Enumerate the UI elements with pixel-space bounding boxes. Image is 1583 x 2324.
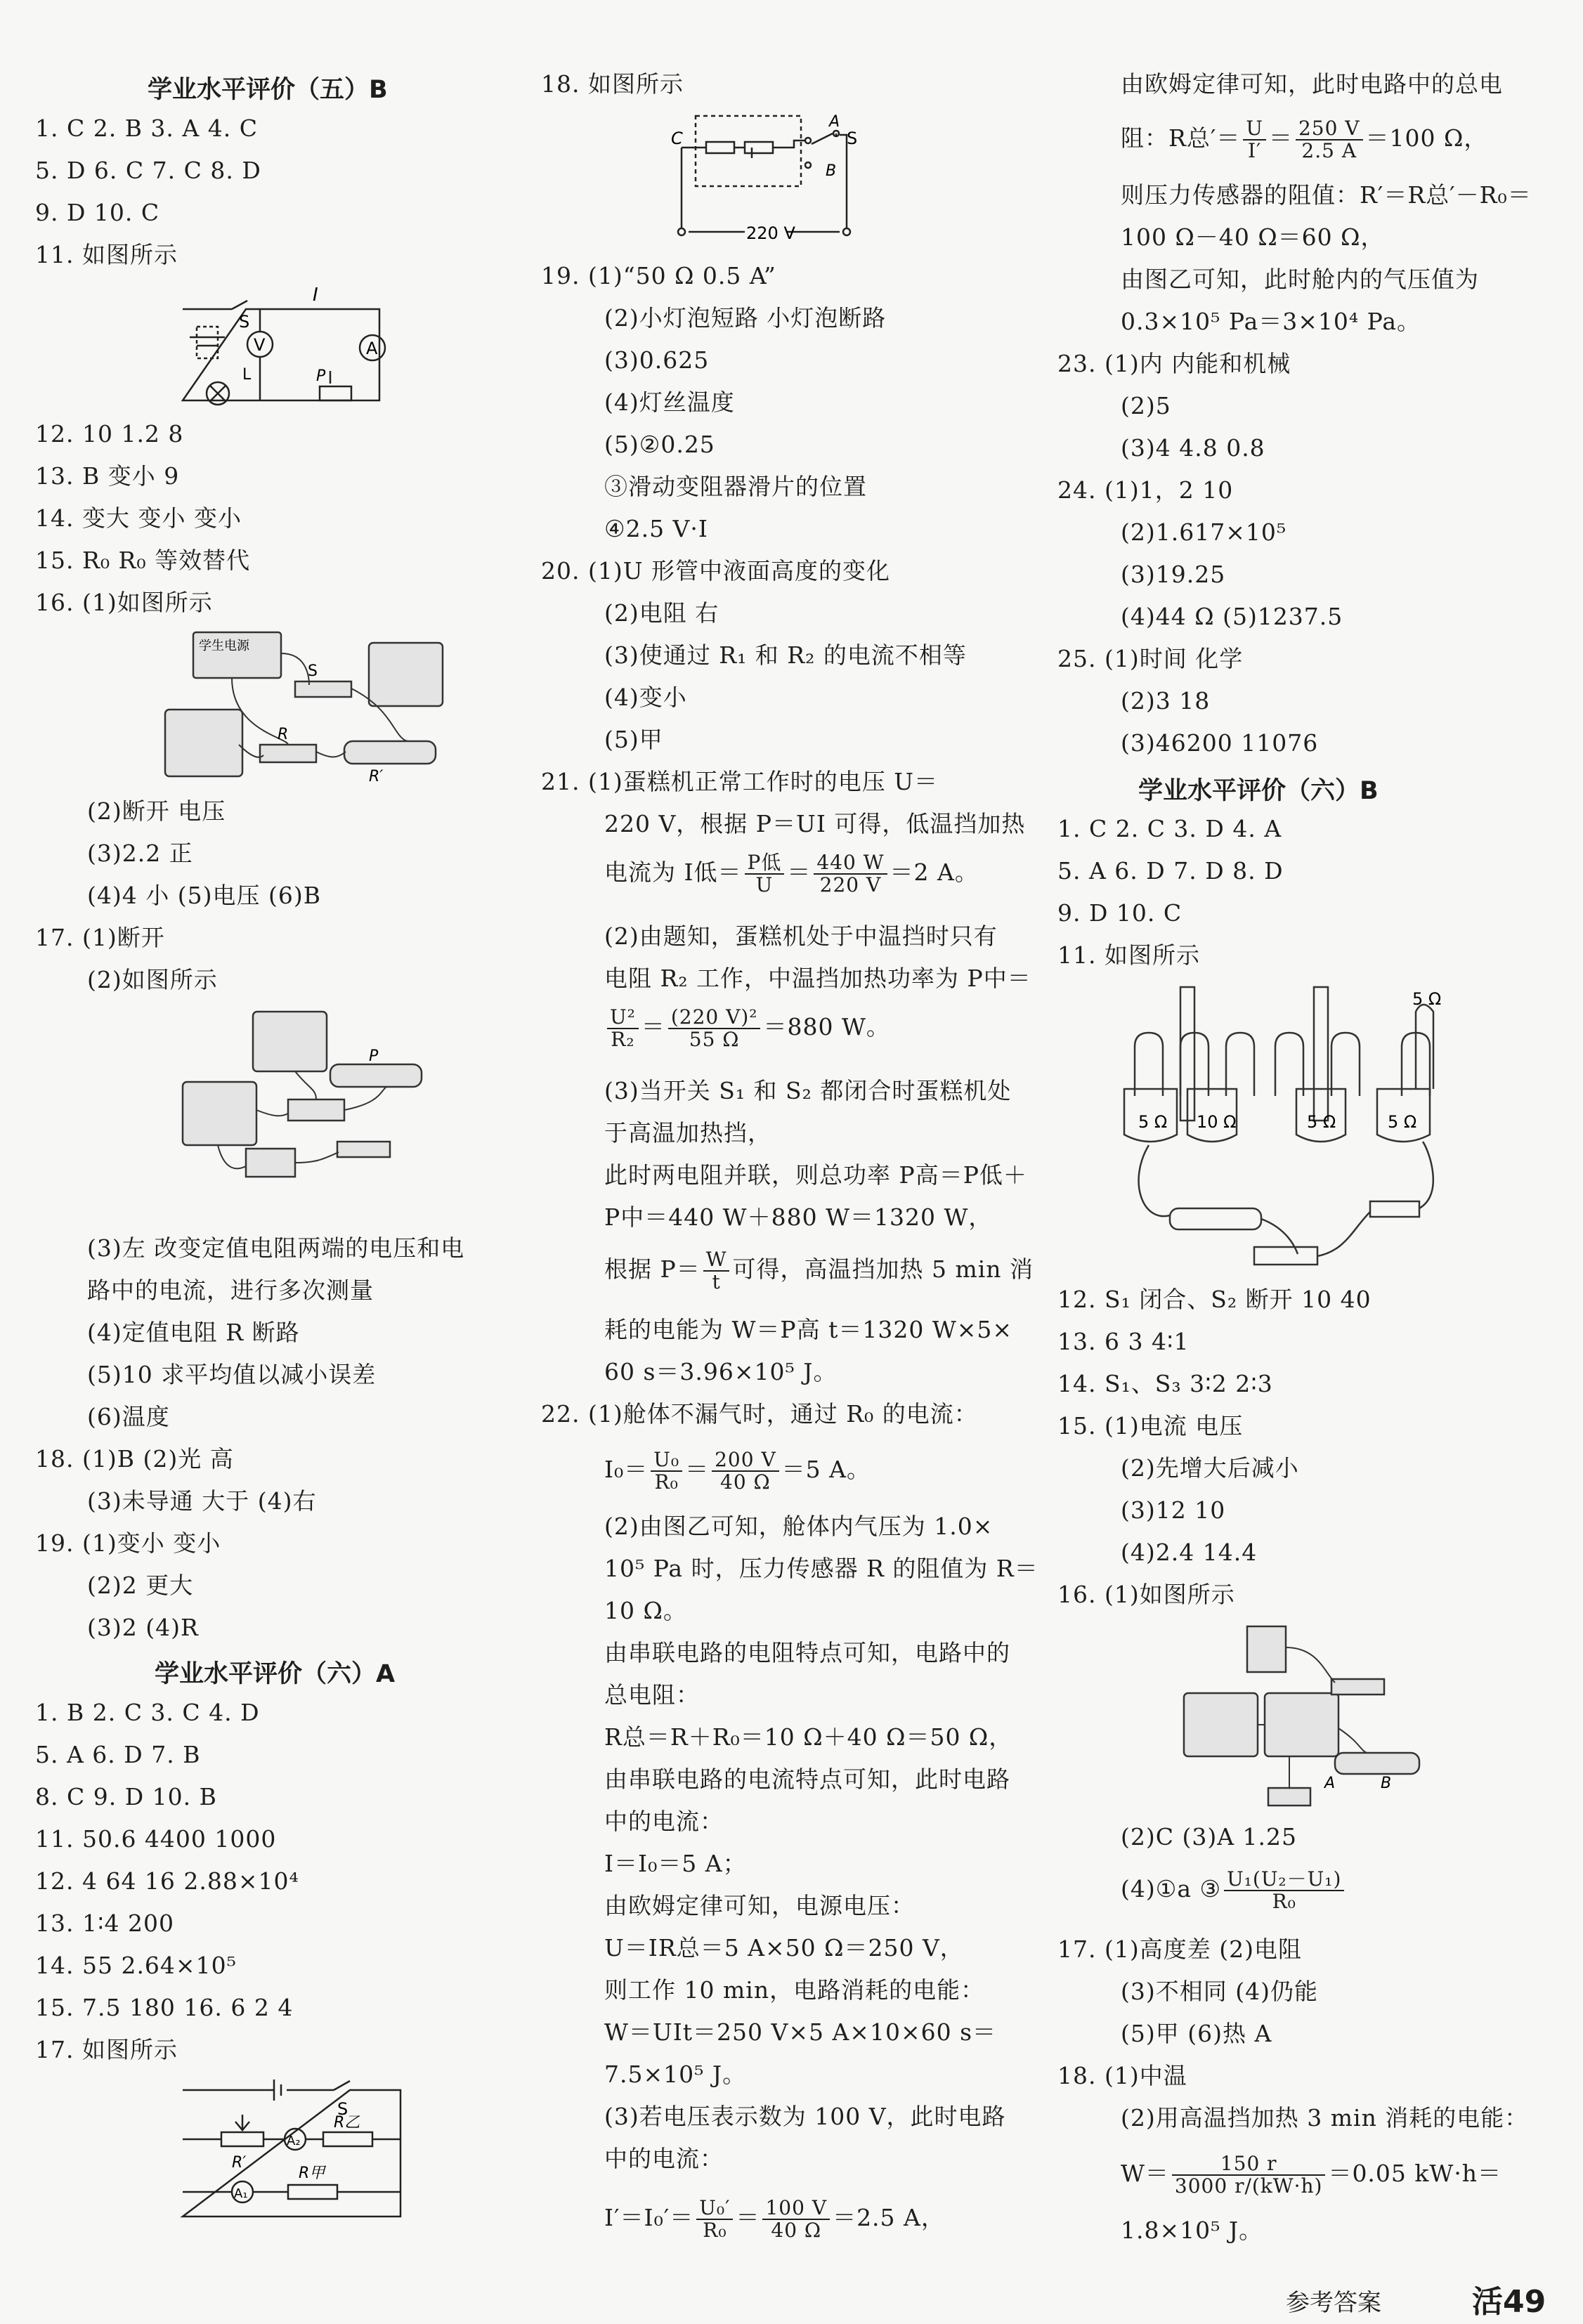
answer-line: 11. 50.6 4400 1000 xyxy=(35,1825,277,1853)
answer-line: 11. 如图所示 xyxy=(1057,941,1200,969)
answer-line: 17. (1)高度差 (2)电阻 xyxy=(1057,1935,1302,1963)
answer-line: 18. (1)B (2)光 高 xyxy=(35,1445,234,1473)
fraction: $\frac{150 r}{3000 r/(kW\cdot h)}$ xyxy=(1172,2153,1326,2197)
answer-line: 14. 变大 变小 变小 xyxy=(35,504,242,532)
answer-line: (3)当开关 S₁ 和 S₂ 都闭合时蛋糕机处 xyxy=(604,1077,1012,1104)
label-s: S xyxy=(847,129,858,148)
answer-line: (5)10 求平均值以减小误差 xyxy=(87,1361,377,1388)
circuit-diagram-17 xyxy=(169,2072,429,2234)
resistor-label: 5 Ω xyxy=(1307,1112,1336,1132)
voltmeter-icon: V xyxy=(254,335,266,355)
answer-line: (2)由题知，蛋糕机处于中温挡时只有 xyxy=(604,922,998,950)
answer-line: (3)不相同 (4)仍能 xyxy=(1121,1978,1318,2005)
answer-line: W＝UIt＝250 V×5 A×10×60 s＝ xyxy=(604,2018,997,2046)
fraction: $\frac{\text{U₀}}{\text{R₀}}$ xyxy=(651,1449,682,1493)
answer-line: 由串联电路的电阻特点可知，电路中的 xyxy=(604,1639,1010,1666)
answer-line: 13. 1∶4 200 xyxy=(35,1910,175,1937)
answer-line: (4)2.4 14.4 xyxy=(1121,1539,1258,1566)
power-supply-label: 学生电源 xyxy=(199,639,249,653)
answer-line: 此时两电阻并联，则总功率 P高＝P低＋ xyxy=(604,1161,1027,1189)
answer-line: 由欧姆定律可知，此时电路中的总电 xyxy=(1121,70,1503,98)
answer-line: 220 V，根据 P＝UI 可得，低温挡加热 xyxy=(604,810,1026,837)
answer-line: R总＝R＋R₀＝10 Ω＋40 Ω＝50 Ω， xyxy=(604,1723,1013,1751)
answer-line: 总电阻： xyxy=(604,1681,700,1709)
answer-line: 中的电流： xyxy=(604,2145,724,2172)
answer-line: (3)4 4.8 0.8 xyxy=(1121,434,1265,462)
formula-line: W＝ $\frac{150 r}{3000 r/(kW\cdot h)}$ ＝0.05 kW·h＝ xyxy=(1121,2152,1502,2198)
formula-line: I₀＝ $\frac{\text{U₀}}{\text{R₀}}$ ＝ $\frac{200 V}{40 \Omega}$ ＝5 A。 xyxy=(604,1448,871,1494)
answer-line: 电阻 R₂ 工作，中温挡加热功率为 P中＝ xyxy=(604,965,1031,992)
answer-line: 中的电流： xyxy=(604,1808,724,1835)
answer-line: 15. (1)电流 电压 xyxy=(1057,1412,1244,1440)
ammeter-icon: A xyxy=(366,339,378,358)
answer-line: 18. (1)中温 xyxy=(1057,2062,1187,2089)
answer-line: (5)②0.25 xyxy=(604,431,715,458)
answer-line: (2)小灯泡短路 小灯泡断路 xyxy=(604,304,887,332)
answer-line: (2)如图所示 xyxy=(87,966,218,993)
fraction: $\frac{W}{t}$ xyxy=(703,1249,730,1293)
circuit-photo-16 xyxy=(126,625,457,787)
resistor-label: 5 Ω xyxy=(1412,989,1442,1009)
section-heading-5b: 学业水平评价（五）B xyxy=(148,76,388,104)
label-s: S xyxy=(308,662,318,680)
answer-line: (3)46200 11076 xyxy=(1121,729,1319,757)
answer-line: 1.8×10⁵ J。 xyxy=(1121,2217,1263,2244)
answer-line: 7.5×10⁵ J。 xyxy=(604,2061,747,2088)
answer-line: 路中的电流，进行多次测量 xyxy=(87,1277,374,1304)
answer-line: 9. D 10. C xyxy=(1057,899,1183,927)
formula-line: 阻：R总′＝ $\frac{U}{I'}$ ＝ $\frac{250 V}{2.5 A}$ ＝100 Ω， xyxy=(1121,117,1488,162)
answer-line: 14. S₁、S₃ 3∶2 2∶3 xyxy=(1057,1370,1273,1397)
label-a: A xyxy=(1324,1775,1336,1792)
answer-line: P中＝440 W＋880 W＝1320 W， xyxy=(604,1203,993,1231)
answer-line: 由图乙可知，此时舱内的气压值为 xyxy=(1121,266,1479,293)
label-a: A xyxy=(829,113,840,131)
answer-line: 14. 55 2.64×10⁵ xyxy=(35,1952,237,1979)
answer-line: 耗的电能为 W＝P高 t＝1320 W×5× xyxy=(604,1316,1013,1343)
answer-line: 13. B 变小 9 xyxy=(35,462,180,490)
answer-line: 由欧姆定律可知，电源电压： xyxy=(604,1892,915,1919)
label-l: L xyxy=(242,366,252,384)
page-number: 活49 xyxy=(1472,2284,1546,2320)
footer-label: 参考答案 xyxy=(1286,2289,1381,2317)
answer-line: 10⁵ Pa 时，压力传感器 R 的阻值为 R＝ xyxy=(604,1555,1038,1582)
answer-line: (3)0.625 xyxy=(604,346,710,374)
answer-line: 5. A 6. D 7. B xyxy=(35,1741,201,1768)
answer-line: 16. (1)如图所示 xyxy=(35,589,213,616)
answer-line: 22. (1)舱体不漏气时，通过 R₀ 的电流： xyxy=(541,1400,978,1428)
formula-line: (4)①a ③ $\frac{\text{U₁(U₂－U₁)}}{\text{R₀}}$ xyxy=(1121,1869,1347,1912)
answer-line: 24. (1)1，2 10 xyxy=(1057,476,1234,504)
answer-line: 17. 如图所示 xyxy=(35,2036,178,2063)
ammeter-a2-icon: A₂ xyxy=(287,2134,301,2148)
circuit-diagram-18 xyxy=(667,105,878,253)
answer-line: ④2.5 V·I xyxy=(604,515,708,542)
answer-line: 1. B 2. C 3. C 4. D xyxy=(35,1699,260,1726)
fraction: $\frac{\text{U₁(U₂－U₁)}}{\text{R₀}}$ xyxy=(1224,1869,1344,1912)
answer-line: 19. (1)变小 变小 xyxy=(35,1529,221,1557)
label-s: S xyxy=(239,312,250,332)
answer-line: 16. (1)如图所示 xyxy=(1057,1581,1235,1608)
resistor-label: 5 Ω xyxy=(1388,1112,1417,1132)
answer-line: 20. (1)U 形管中液面高度的变化 xyxy=(541,557,891,585)
answer-line: 由串联电路的电流特点可知，此时电路 xyxy=(604,1765,1010,1793)
answer-line: (3)12 10 xyxy=(1121,1496,1226,1524)
answer-line: 15. 7.5 180 16. 6 2 4 xyxy=(35,1994,294,2021)
answer-line: (4)变小 xyxy=(604,684,687,711)
label-r-yi: R乙 xyxy=(334,2114,360,2132)
label-220v: 220 V xyxy=(746,223,795,243)
circuit-photo-17 xyxy=(155,1005,450,1180)
answer-line: 12. 10 1.2 8 xyxy=(35,420,184,448)
circuit-diagram-11 xyxy=(169,281,408,411)
answer-line: (6)温度 xyxy=(87,1403,170,1430)
answer-line: 则工作 10 min，电路消耗的电能： xyxy=(604,1976,985,2004)
fraction: $\frac{250 V}{2.5 A}$ xyxy=(1296,118,1363,162)
label-i: I xyxy=(313,285,318,306)
apparatus-diagram-11 xyxy=(1114,984,1521,1279)
fraction: $\frac{\text{U²}}{\text{R₂}}$ xyxy=(607,1007,639,1050)
answer-line: (4)灯丝温度 xyxy=(604,389,735,416)
fraction: $\frac{100 V}{40 \Omega}$ xyxy=(762,2198,830,2241)
answer-line: (5)甲 (6)热 A xyxy=(1121,2020,1272,2047)
label-p: P xyxy=(369,1047,379,1065)
answer-line: 5. A 6. D 7. D 8. D xyxy=(1057,857,1284,884)
answer-line: (2)5 xyxy=(1121,392,1171,419)
label-r-prime: R′ xyxy=(369,768,384,785)
section-heading-6b: 学业水平评价（六）B xyxy=(1138,777,1379,805)
answer-line: (3)未导通 大于 (4)右 xyxy=(87,1487,317,1515)
answer-line: 11. 如图所示 xyxy=(35,241,178,268)
formula-line: I′＝I₀′＝ $\frac{\text{U₀′}}{\text{R₀}}$ ＝ $\frac{100 V}{40 \Omega}$ ＝2.5 A， xyxy=(604,2196,945,2242)
answer-line: (5)甲 xyxy=(604,726,663,753)
answer-line: (4)定值电阻 R 断路 xyxy=(87,1319,300,1346)
answer-line: 0.3×10⁵ Pa＝3×10⁴ Pa。 xyxy=(1121,308,1421,335)
answer-line: 18. 如图所示 xyxy=(541,70,684,98)
label-r-prime: R′ xyxy=(232,2154,247,2172)
answer-line: (3)2.2 正 xyxy=(87,840,193,867)
answer-line: (3)使通过 R₁ 和 R₂ 的电流不相等 xyxy=(604,641,967,669)
answer-line: I＝I₀＝5 A； xyxy=(604,1850,747,1877)
answer-line: 12. 4 64 16 2.88×10⁴ xyxy=(35,1867,299,1895)
answer-line: 21. (1)蛋糕机正常工作时的电压 U＝ xyxy=(541,768,939,795)
answer-line: (2)C (3)A 1.25 xyxy=(1121,1823,1298,1850)
fraction: $\frac{440 W}{220 V}$ xyxy=(814,852,887,896)
answer-line: (4)4 小 (5)电压 (6)B xyxy=(87,882,321,909)
label-r-jia: R甲 xyxy=(299,2165,325,2182)
answer-line: 1. C 2. B 3. A 4. C xyxy=(35,115,258,142)
answer-line: (2)由图乙可知，舱体内气压为 1.0× xyxy=(604,1513,994,1540)
answer-line: 25. (1)时间 化学 xyxy=(1057,645,1244,672)
ammeter-a1-icon: A₁ xyxy=(234,2186,248,2201)
fraction: $\frac{200 V}{40 \Omega}$ xyxy=(712,1449,779,1493)
formula-line: 电流为 I低＝ $\frac{\text{P低}}{U}$ ＝ $\frac{440 W}{220 V}$ ＝2 A。 xyxy=(604,851,979,896)
answer-line: (2)断开 电压 xyxy=(87,797,226,825)
formula-line: $\frac{\text{U²}}{\text{R₂}}$ ＝ $\frac{\text{(220 V)²}}{55 \Omega}$ ＝880 W。 xyxy=(604,1007,890,1050)
label-r: R xyxy=(278,726,289,743)
answer-line: (3)左 改变定值电阻两端的电压和电 xyxy=(87,1234,465,1262)
answer-line: 10 Ω。 xyxy=(604,1597,687,1624)
answer-line: 8. C 9. D 10. B xyxy=(35,1783,217,1810)
fraction: $\frac{\text{U₀′}}{\text{R₀}}$ xyxy=(696,2198,733,2241)
answer-line: 5. D 6. C 7. C 8. D xyxy=(35,157,261,184)
answer-line: (2)电阻 右 xyxy=(604,599,719,627)
answer-line: 则压力传感器的阻值：R′＝R总′－R₀＝ xyxy=(1121,181,1532,209)
answer-line: (2)2 更大 xyxy=(87,1572,194,1599)
answer-line: 于高温加热挡， xyxy=(604,1119,771,1147)
fraction: $\frac{U}{I'}$ xyxy=(1243,118,1266,162)
label-c: C xyxy=(671,129,683,148)
label-s: S xyxy=(337,2099,348,2119)
answer-line: 1. C 2. C 3. D 4. A xyxy=(1057,815,1282,842)
resistor-label: 5 Ω xyxy=(1138,1112,1168,1132)
fraction: $\frac{\text{(220 V)²}}{55 \Omega}$ xyxy=(668,1007,761,1050)
answer-line: 13. 6 3 4∶1 xyxy=(1057,1328,1190,1355)
answer-line: (2)3 18 xyxy=(1121,687,1211,714)
label-b: B xyxy=(826,162,837,180)
section-heading-6a: 学业水平评价（六）A xyxy=(155,1660,396,1688)
answer-line: (3)2 (4)R xyxy=(87,1614,199,1641)
answer-line: (2)1.617×10⁵ xyxy=(1121,518,1287,546)
formula-line: 根据 P＝ $\frac{W}{t}$ 可得，高温挡加热 5 min 消 xyxy=(604,1248,1034,1293)
answer-line: 15. R₀ R₀ 等效替代 xyxy=(35,547,251,574)
answer-line: 60 s＝3.96×10⁵ J。 xyxy=(604,1358,838,1385)
answer-line: 23. (1)内 内能和机械 xyxy=(1057,350,1291,377)
answer-line: (2)先增大后减小 xyxy=(1121,1454,1299,1482)
answer-line: 19. (1)“50 Ω 0.5 A” xyxy=(541,262,776,289)
answer-line: 17. (1)断开 xyxy=(35,924,165,951)
circuit-photo-16 xyxy=(1177,1616,1430,1813)
answer-line: 9. D 10. C xyxy=(35,199,160,226)
answer-line: (2)用高温挡加热 3 min 消耗的电能： xyxy=(1121,2104,1529,2132)
label-p: P xyxy=(316,367,326,385)
fraction: $\frac{\text{P低}}{U}$ xyxy=(745,852,785,896)
answer-line: (4)44 Ω (5)1237.5 xyxy=(1121,603,1343,630)
answer-line: 100 Ω－40 Ω＝60 Ω， xyxy=(1121,223,1385,251)
resistor-label: 10 Ω xyxy=(1197,1112,1237,1132)
answer-line: (3)若电压表示数为 100 V，此时电路 xyxy=(604,2103,1006,2130)
label-b: B xyxy=(1381,1775,1392,1792)
answer-line: U＝IR总＝5 A×50 Ω＝250 V， xyxy=(604,1934,964,1961)
answer-line: (3)19.25 xyxy=(1121,561,1226,588)
answer-line: ③滑动变阻器滑片的位置 xyxy=(604,473,867,500)
answer-line: 12. S₁ 闭合、S₂ 断开 10 40 xyxy=(1057,1286,1372,1313)
